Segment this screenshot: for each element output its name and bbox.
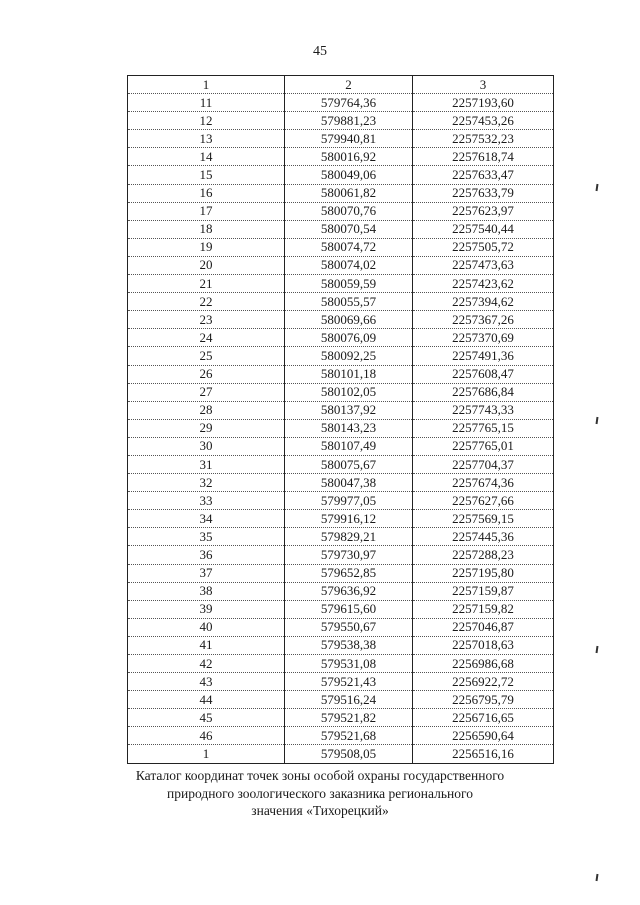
table-row: [128, 311, 554, 329]
point-number-cell: 42: [128, 655, 285, 673]
table-row: [128, 510, 554, 528]
table-row: [128, 474, 554, 492]
point-number-cell: 39: [128, 600, 285, 618]
table-row: [128, 130, 554, 148]
x-coordinate-cell: 579916,12: [285, 510, 413, 528]
y-coordinate-cell: 2257159,87: [413, 582, 554, 600]
x-coordinate-cell: 579531,08: [285, 655, 413, 673]
x-coordinate-cell: 579521,68: [285, 727, 413, 745]
table-row: [128, 528, 554, 546]
y-coordinate-cell: 2257491,36: [413, 347, 554, 365]
y-coordinate-cell: 2257453,26: [413, 112, 554, 130]
table-row: [128, 220, 554, 238]
point-number-cell: 27: [128, 383, 285, 401]
y-coordinate-cell: 2257540,44: [413, 220, 554, 238]
y-coordinate-cell: 2257505,72: [413, 238, 554, 256]
y-coordinate-cell: 2257618,74: [413, 148, 554, 166]
coordinates-table-body: [128, 76, 554, 764]
table-row: [128, 546, 554, 564]
y-coordinate-cell: 2256795,79: [413, 691, 554, 709]
x-coordinate-cell: 579940,81: [285, 130, 413, 148]
margin-mark: [596, 646, 599, 653]
y-coordinate-cell: 2257193,60: [413, 94, 554, 112]
point-number-cell: 14: [128, 148, 285, 166]
table-row: [128, 709, 554, 727]
x-coordinate-cell: 579636,92: [285, 582, 413, 600]
point-number-cell: 17: [128, 202, 285, 220]
table-row: [128, 383, 554, 401]
x-coordinate-cell: 580101,18: [285, 365, 413, 383]
x-coordinate-cell: 580102,05: [285, 383, 413, 401]
y-coordinate-cell: 2257367,26: [413, 311, 554, 329]
table-row: [128, 618, 554, 636]
table-row: [128, 492, 554, 510]
x-coordinate-cell: 579550,67: [285, 618, 413, 636]
column-header-1: 1: [128, 76, 285, 94]
point-number-cell: 28: [128, 401, 285, 419]
x-coordinate-cell: 580047,38: [285, 474, 413, 492]
point-number-cell: 33: [128, 492, 285, 510]
x-coordinate-cell: 579538,38: [285, 636, 413, 654]
table-row: [128, 401, 554, 419]
x-coordinate-cell: 579829,21: [285, 528, 413, 546]
x-coordinate-cell: 580070,54: [285, 220, 413, 238]
table-row: [128, 329, 554, 347]
table-row: [128, 636, 554, 654]
x-coordinate-cell: 579652,85: [285, 564, 413, 582]
x-coordinate-cell: 579521,82: [285, 709, 413, 727]
x-coordinate-cell: 580049,06: [285, 166, 413, 184]
point-number-cell: 41: [128, 636, 285, 654]
x-coordinate-cell: 580092,25: [285, 347, 413, 365]
point-number-cell: 20: [128, 256, 285, 274]
table-row: [128, 275, 554, 293]
x-coordinate-cell: 579730,97: [285, 546, 413, 564]
x-coordinate-cell: 579521,43: [285, 673, 413, 691]
y-coordinate-cell: 2257623,97: [413, 202, 554, 220]
point-number-cell: 45: [128, 709, 285, 727]
coordinates-table: [127, 75, 554, 764]
caption-line-2: природного зоологического заказника регионального: [167, 785, 473, 801]
point-number-cell: 26: [128, 365, 285, 383]
y-coordinate-cell: 2257532,23: [413, 130, 554, 148]
point-number-cell: 30: [128, 437, 285, 455]
x-coordinate-cell: 580075,67: [285, 455, 413, 473]
point-number-cell: 19: [128, 238, 285, 256]
y-coordinate-cell: 2257159,82: [413, 600, 554, 618]
y-coordinate-cell: 2257394,62: [413, 293, 554, 311]
point-number-cell: 13: [128, 130, 285, 148]
y-coordinate-cell: 2256590,64: [413, 727, 554, 745]
x-coordinate-cell: 580069,66: [285, 311, 413, 329]
y-coordinate-cell: 2257608,47: [413, 365, 554, 383]
table-row: [128, 112, 554, 130]
point-number-cell: 40: [128, 618, 285, 636]
x-coordinate-cell: 580074,02: [285, 256, 413, 274]
y-coordinate-cell: 2256716,65: [413, 709, 554, 727]
point-number-cell: 38: [128, 582, 285, 600]
y-coordinate-cell: 2257633,47: [413, 166, 554, 184]
point-number-cell: 22: [128, 293, 285, 311]
y-coordinate-cell: 2257765,15: [413, 419, 554, 437]
y-coordinate-cell: 2257627,66: [413, 492, 554, 510]
y-coordinate-cell: 2257704,37: [413, 455, 554, 473]
table-header-row: [128, 76, 554, 94]
table-row: [128, 256, 554, 274]
y-coordinate-cell: 2257288,23: [413, 546, 554, 564]
table-row: [128, 564, 554, 582]
point-number-cell: 18: [128, 220, 285, 238]
point-number-cell: 34: [128, 510, 285, 528]
x-coordinate-cell: 580143,23: [285, 419, 413, 437]
point-number-cell: 1: [128, 745, 285, 763]
point-number-cell: 15: [128, 166, 285, 184]
x-coordinate-cell: 580137,92: [285, 401, 413, 419]
table-row: [128, 238, 554, 256]
y-coordinate-cell: 2257370,69: [413, 329, 554, 347]
y-coordinate-cell: 2256922,72: [413, 673, 554, 691]
x-coordinate-cell: 579516,24: [285, 691, 413, 709]
column-header-2: 2: [285, 76, 413, 94]
margin-mark: [596, 184, 599, 191]
x-coordinate-cell: 579615,60: [285, 600, 413, 618]
table-row: [128, 655, 554, 673]
point-number-cell: 12: [128, 112, 285, 130]
x-coordinate-cell: 579764,36: [285, 94, 413, 112]
table-row: [128, 94, 554, 112]
table-row: [128, 293, 554, 311]
margin-mark: [596, 874, 599, 881]
x-coordinate-cell: 580061,82: [285, 184, 413, 202]
point-number-cell: 11: [128, 94, 285, 112]
y-coordinate-cell: 2257473,63: [413, 256, 554, 274]
table-row: [128, 347, 554, 365]
x-coordinate-cell: 579977,05: [285, 492, 413, 510]
table-row: [128, 148, 554, 166]
x-coordinate-cell: 579508,05: [285, 745, 413, 763]
table-caption: [0, 767, 640, 820]
y-coordinate-cell: 2257018,63: [413, 636, 554, 654]
point-number-cell: 44: [128, 691, 285, 709]
point-number-cell: 31: [128, 455, 285, 473]
y-coordinate-cell: 2256516,16: [413, 745, 554, 763]
point-number-cell: 24: [128, 329, 285, 347]
y-coordinate-cell: 2257423,62: [413, 275, 554, 293]
point-number-cell: 35: [128, 528, 285, 546]
caption-line-3: значения «Тихорецкий»: [251, 803, 389, 818]
y-coordinate-cell: 2257686,84: [413, 383, 554, 401]
point-number-cell: 16: [128, 184, 285, 202]
table-row: [128, 727, 554, 745]
table-row: [128, 419, 554, 437]
y-coordinate-cell: 2257569,15: [413, 510, 554, 528]
y-coordinate-cell: 2257674,36: [413, 474, 554, 492]
point-number-cell: 25: [128, 347, 285, 365]
table-row: [128, 437, 554, 455]
x-coordinate-cell: 579881,23: [285, 112, 413, 130]
column-header-3: 3: [413, 76, 554, 94]
y-coordinate-cell: 2257195,80: [413, 564, 554, 582]
x-coordinate-cell: 580074,72: [285, 238, 413, 256]
point-number-cell: 32: [128, 474, 285, 492]
y-coordinate-cell: 2256986,68: [413, 655, 554, 673]
table-row: [128, 184, 554, 202]
table-row: [128, 166, 554, 184]
page-number: 45: [313, 44, 327, 59]
x-coordinate-cell: 580059,59: [285, 275, 413, 293]
point-number-cell: 29: [128, 419, 285, 437]
table-row: [128, 202, 554, 220]
x-coordinate-cell: 580107,49: [285, 437, 413, 455]
x-coordinate-cell: 580076,09: [285, 329, 413, 347]
x-coordinate-cell: 580055,57: [285, 293, 413, 311]
y-coordinate-cell: 2257046,87: [413, 618, 554, 636]
table-row: [128, 673, 554, 691]
point-number-cell: 46: [128, 727, 285, 745]
table-row: [128, 691, 554, 709]
point-number-cell: 21: [128, 275, 285, 293]
caption-line-1: Каталог координат точек зоны особой охраны государственного: [135, 768, 505, 783]
table-row: [128, 600, 554, 618]
x-coordinate-cell: 580070,76: [285, 202, 413, 220]
point-number-cell: 43: [128, 673, 285, 691]
point-number-cell: 36: [128, 546, 285, 564]
y-coordinate-cell: 2257633,79: [413, 184, 554, 202]
y-coordinate-cell: 2257445,36: [413, 528, 554, 546]
x-coordinate-cell: 580016,92: [285, 148, 413, 166]
table-row: [128, 365, 554, 383]
table-row: [128, 582, 554, 600]
y-coordinate-cell: 2257765,01: [413, 437, 554, 455]
point-number-cell: 23: [128, 311, 285, 329]
point-number-cell: 37: [128, 564, 285, 582]
table-row: [128, 745, 554, 763]
margin-mark: [596, 417, 599, 424]
y-coordinate-cell: 2257743,33: [413, 401, 554, 419]
table-row: [128, 455, 554, 473]
